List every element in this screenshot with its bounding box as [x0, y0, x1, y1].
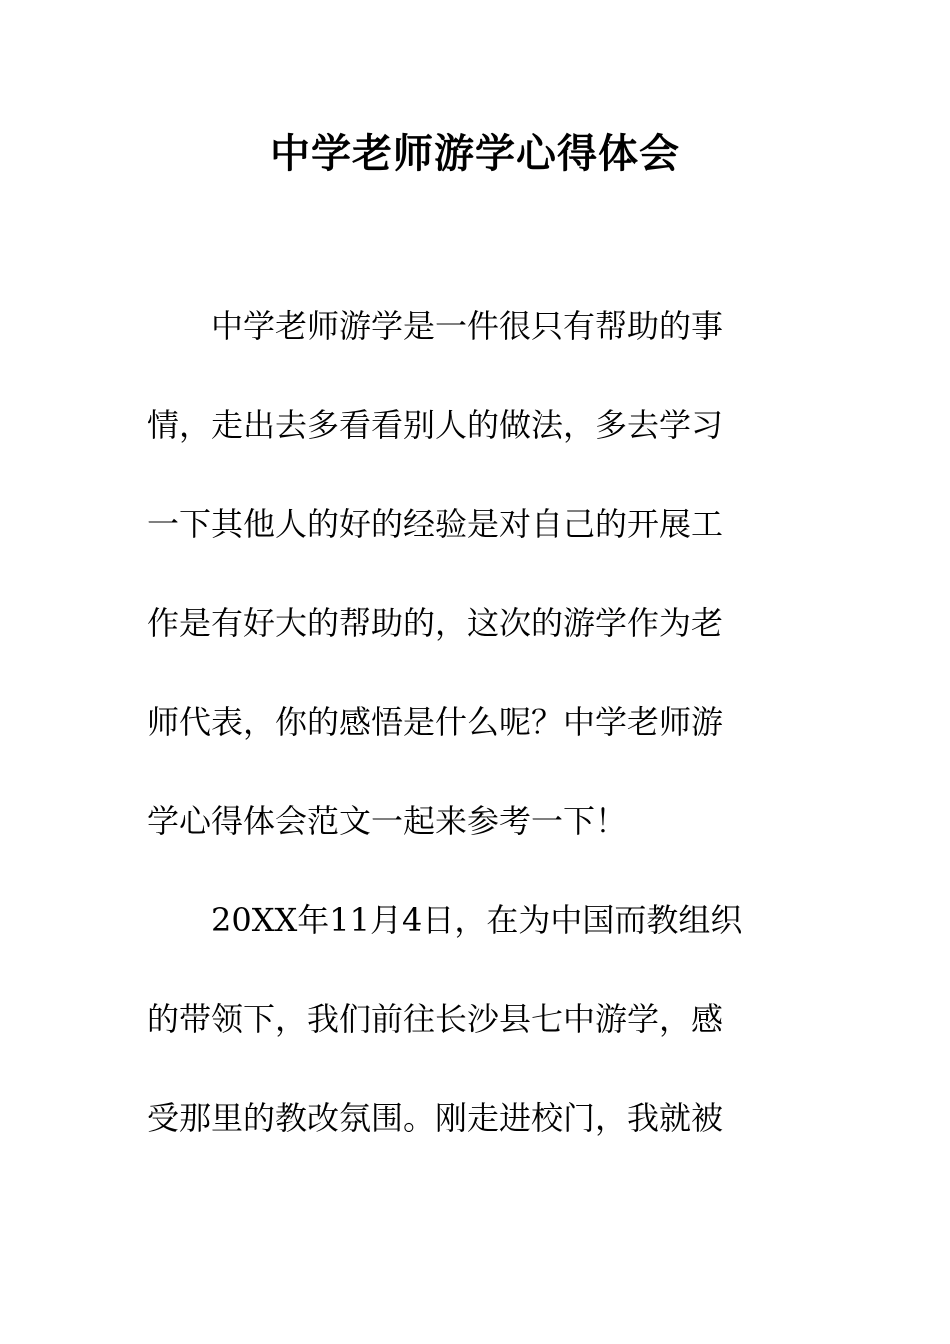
- body-line-9: 受那里的教改氛围。刚走进校门，我就被: [147, 1099, 724, 1137]
- body-line-8: 的带领下，我们前往长沙县七中游学，感: [147, 1000, 724, 1038]
- body-line-1: 中学老师游学是一件很只有帮助的事: [147, 307, 724, 345]
- body-line-3: 一下其他人的好的经验是对自己的开展工: [147, 505, 724, 543]
- body-line-4: 作是有好大的帮助的，这次的游学作为老: [147, 604, 724, 642]
- document-title: 中学老师游学心得体会: [270, 131, 680, 177]
- body-line-6: 学心得体会范文一起来参考一下！: [147, 802, 628, 840]
- body-line-5: 师代表，你的感悟是什么呢？中学老师游: [147, 703, 724, 741]
- body-line-2: 情，走出去多看看别人的做法，多去学习: [147, 406, 724, 444]
- body-line-7: 20XX年11月4日，在为中国而教组织: [147, 901, 743, 939]
